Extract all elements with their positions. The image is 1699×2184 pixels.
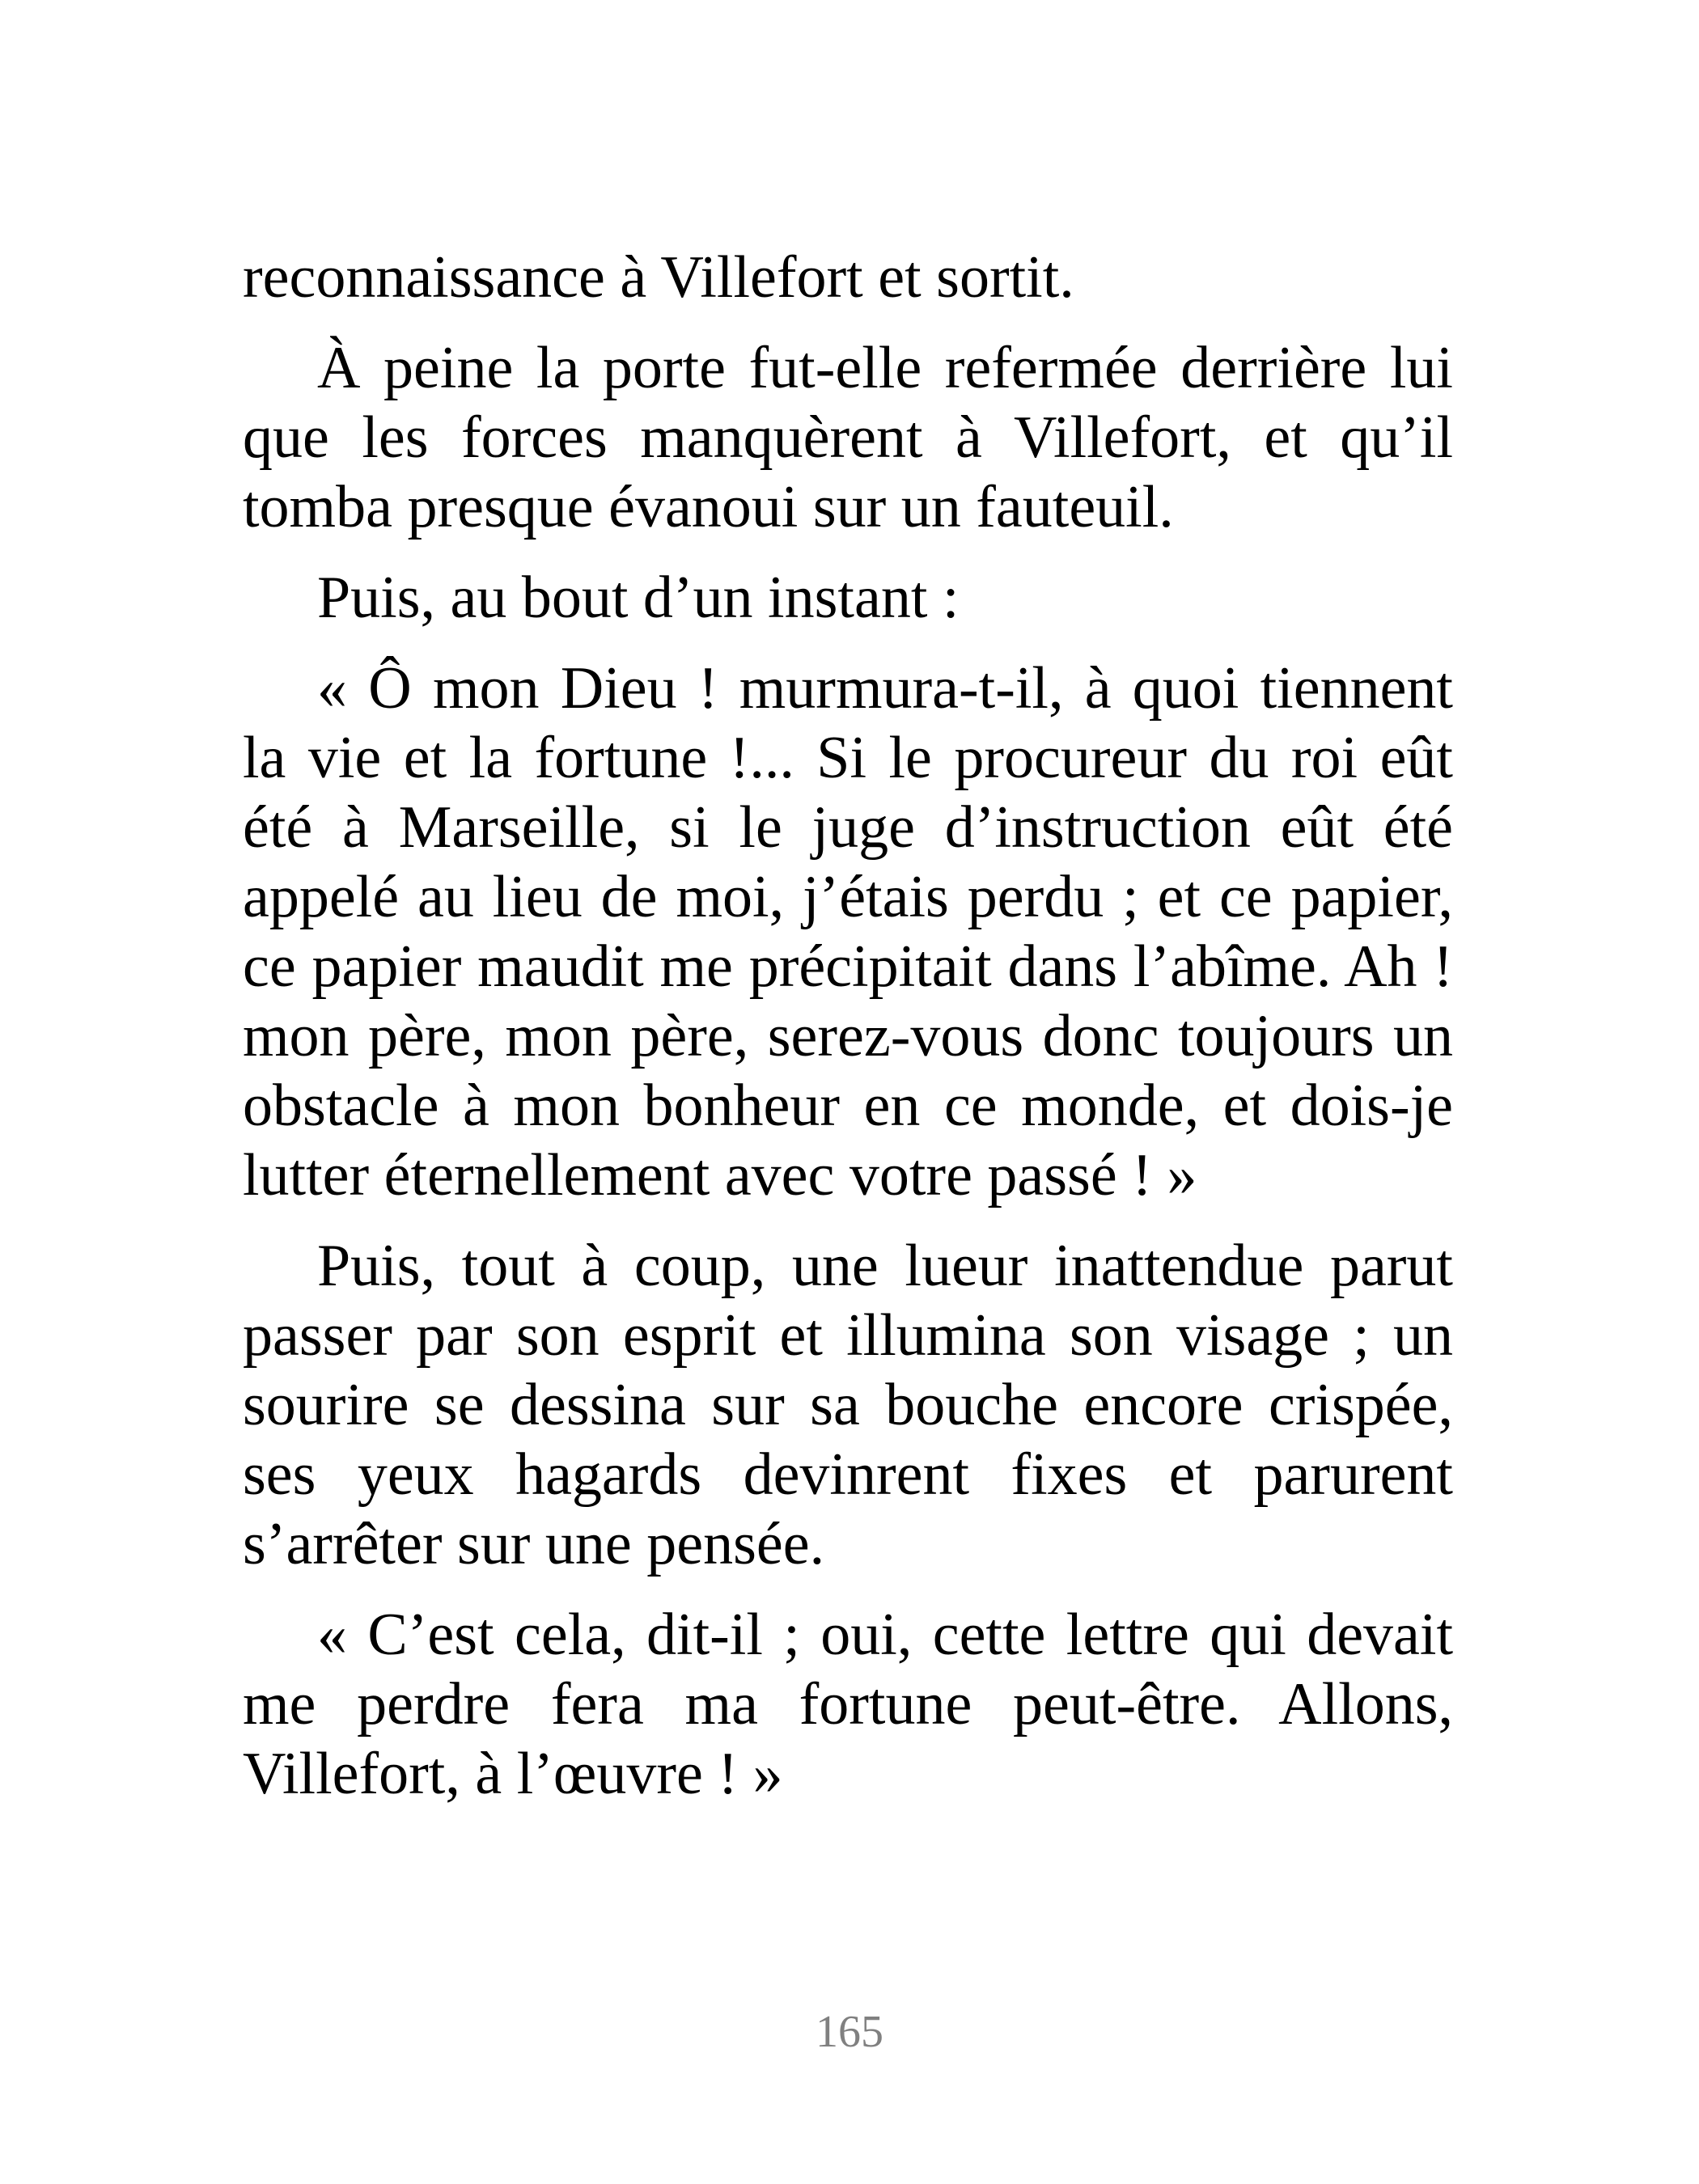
paragraph-4: « Ô mon Dieu ! murmura-t-il, à quoi tiennent la vie et la fortune !... Si le procureur du roi eût été à Marseille, si le juge d’instruction eût été appelé au lieu de moi, j’étais perdu ; et ce papier, ce papier maudit me précipitait dans l’abîme. Ah ! mon père, mon père, serez-vous donc toujours un obstacle à mon bonheur en ce monde, et dois-je lutter éternellement avec votre passé ! » xyxy=(243,655,1453,1208)
paragraph-3: Puis, au bout d’un instant : xyxy=(317,565,960,631)
paragraph-1: reconnaissance à Villefort et sortit. xyxy=(243,244,1074,311)
paragraph-5: Puis, tout à coup, une lueur inattendue parut passer par son esprit et illumina son visage ; un sourire se dessina sur sa bouche encore crispée, ses yeux hagards devinrent fixes et parurent s’arrêter sur une pensée. xyxy=(243,1233,1453,1577)
body-text xyxy=(243,243,1453,1830)
page-number: 165 xyxy=(816,2007,883,2057)
paragraph-6: « C’est cela, dit-il ; oui, cette lettre qui devait me perdre fera ma fortune peut-être. Allons, Villefort, à l’œuvre ! » xyxy=(243,1602,1453,1807)
paragraph-2: À peine la porte fut-elle refermée derrière lui que les forces manquèrent à Villefort, et qu’il tomba presque évanoui sur un fauteuil. xyxy=(243,335,1453,540)
